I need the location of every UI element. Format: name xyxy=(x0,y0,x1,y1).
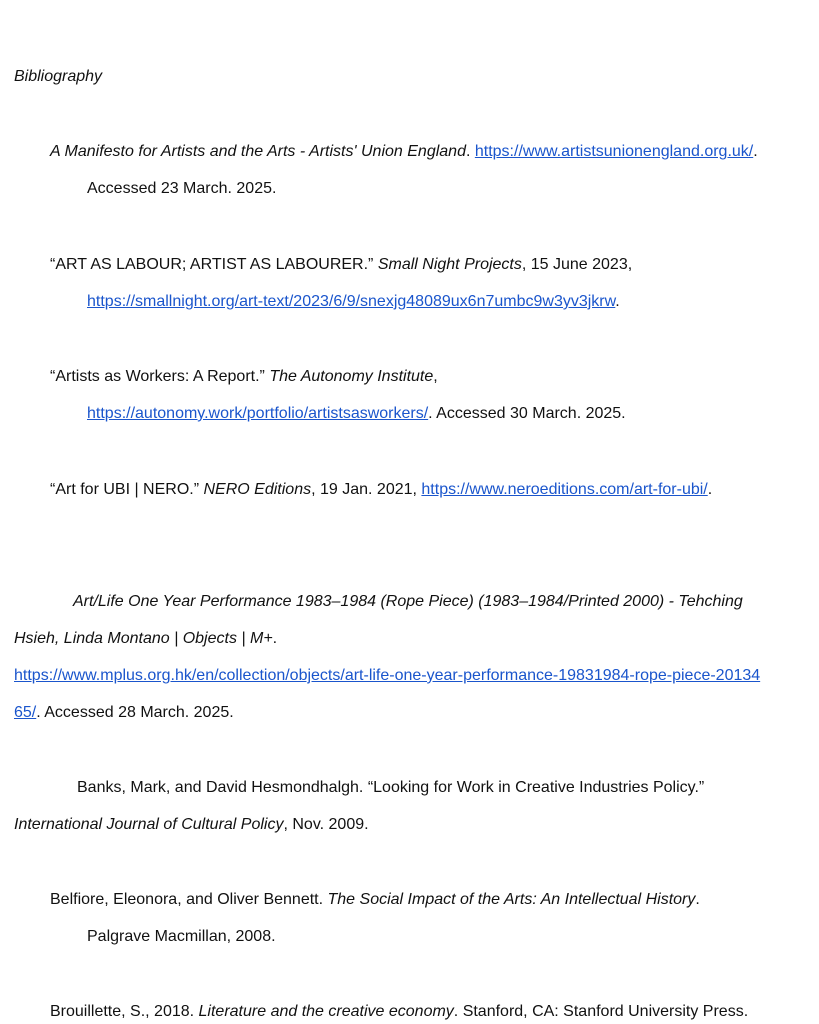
entry-end: . xyxy=(695,891,700,908)
entry-title: Hsieh, Linda Montano | Objects | M+ xyxy=(14,630,273,647)
entry-quote-title: “Art for UBI | NERO.” xyxy=(50,481,204,498)
bib-entry-autonomy xyxy=(50,367,438,387)
bib-entry-autonomy-url-line xyxy=(87,404,626,424)
entry-details: , 15 June 2023, xyxy=(521,256,633,273)
entry-details: , Nov. 2009. xyxy=(283,816,369,833)
entry-end: . xyxy=(707,481,713,498)
entry-url-link-continued[interactable]: 65/ xyxy=(14,704,37,721)
bib-entry-banks-journal-line xyxy=(14,815,369,835)
bib-entry-mplus-title-line1: Art/Life One Year Performance 1983–1984 (Rope Piece) (1983–1984/Printed 2000) - Tehching xyxy=(73,593,743,610)
entry-journal: International Journal of Cultural Policy xyxy=(14,816,284,833)
bib-entry-small-night-url-line xyxy=(87,292,620,312)
entry-details: , xyxy=(433,368,438,385)
bib-entry-mplus-title-line2 xyxy=(14,629,277,649)
bibliography-heading: Bibliography xyxy=(14,68,103,85)
bib-entry-banks-authors: Banks, Mark, and David Hesmondhalgh. “Looking for Work in Creative Industries Policy.” xyxy=(77,779,705,796)
bib-entry-belfiore xyxy=(50,890,700,910)
entry-url-link[interactable]: https://smallnight.org/art-text/2023/6/9/snexjg48089ux6n7umbc9w3yv3jkrw xyxy=(87,293,616,310)
entry-accessed: Accessed 23 March. 2025. xyxy=(87,180,277,197)
bib-entry-artists-union xyxy=(50,142,758,162)
entry-authors: Brouillette, S., 2018. xyxy=(50,1003,199,1020)
entry-publisher: Palgrave Macmillan, 2008. xyxy=(87,928,276,945)
entry-details: , 19 Jan. 2021, xyxy=(311,481,422,498)
entry-separator: . xyxy=(465,143,475,160)
entry-end: . xyxy=(753,143,758,160)
entry-end: . Accessed 30 March. 2025. xyxy=(428,405,626,422)
bib-entry-brouillette xyxy=(50,1002,748,1022)
entry-title: Literature and the creative economy xyxy=(198,1003,454,1020)
entry-url-link[interactable]: https://autonomy.work/portfolio/artistsasworkers/ xyxy=(87,405,429,422)
entry-source: NERO Editions xyxy=(203,481,312,498)
entry-title: A Manifesto for Artists and the Arts - Artists' Union England xyxy=(50,143,466,160)
entry-source: Small Night Projects xyxy=(377,256,522,273)
entry-authors: Belfiore, Eleonora, and Oliver Bennett. xyxy=(50,891,328,908)
entry-end: . xyxy=(272,630,278,647)
bib-entry-mplus-url-line1 xyxy=(14,666,760,686)
entry-url-link[interactable]: https://www.artistsunionengland.org.uk/ xyxy=(474,143,754,160)
entry-quote-title: “Artists as Workers: A Report.” xyxy=(50,368,270,385)
entry-quote-title: “ART AS LABOUR; ARTIST AS LABOURER.” xyxy=(50,256,378,273)
bib-entry-nero xyxy=(50,480,712,500)
entry-accessed: . Accessed 28 March. 2025. xyxy=(36,704,234,721)
entry-source: The Autonomy Institute xyxy=(269,368,434,385)
bib-entry-mplus-url-line2 xyxy=(14,703,234,723)
entry-details: . Stanford, CA: Stanford University Press. xyxy=(453,1003,749,1020)
entry-title: The Social Impact of the Arts: An Intellectual History xyxy=(327,891,696,908)
entry-url-link[interactable]: https://www.neroeditions.com/art-for-ubi/ xyxy=(421,481,708,498)
bib-entry-small-night xyxy=(50,255,632,275)
entry-end: . xyxy=(615,293,620,310)
entry-url-link[interactable]: https://www.mplus.org.hk/en/collection/objects/art-life-one-year-performance-19831984-rope-piece-20134 xyxy=(14,667,761,684)
